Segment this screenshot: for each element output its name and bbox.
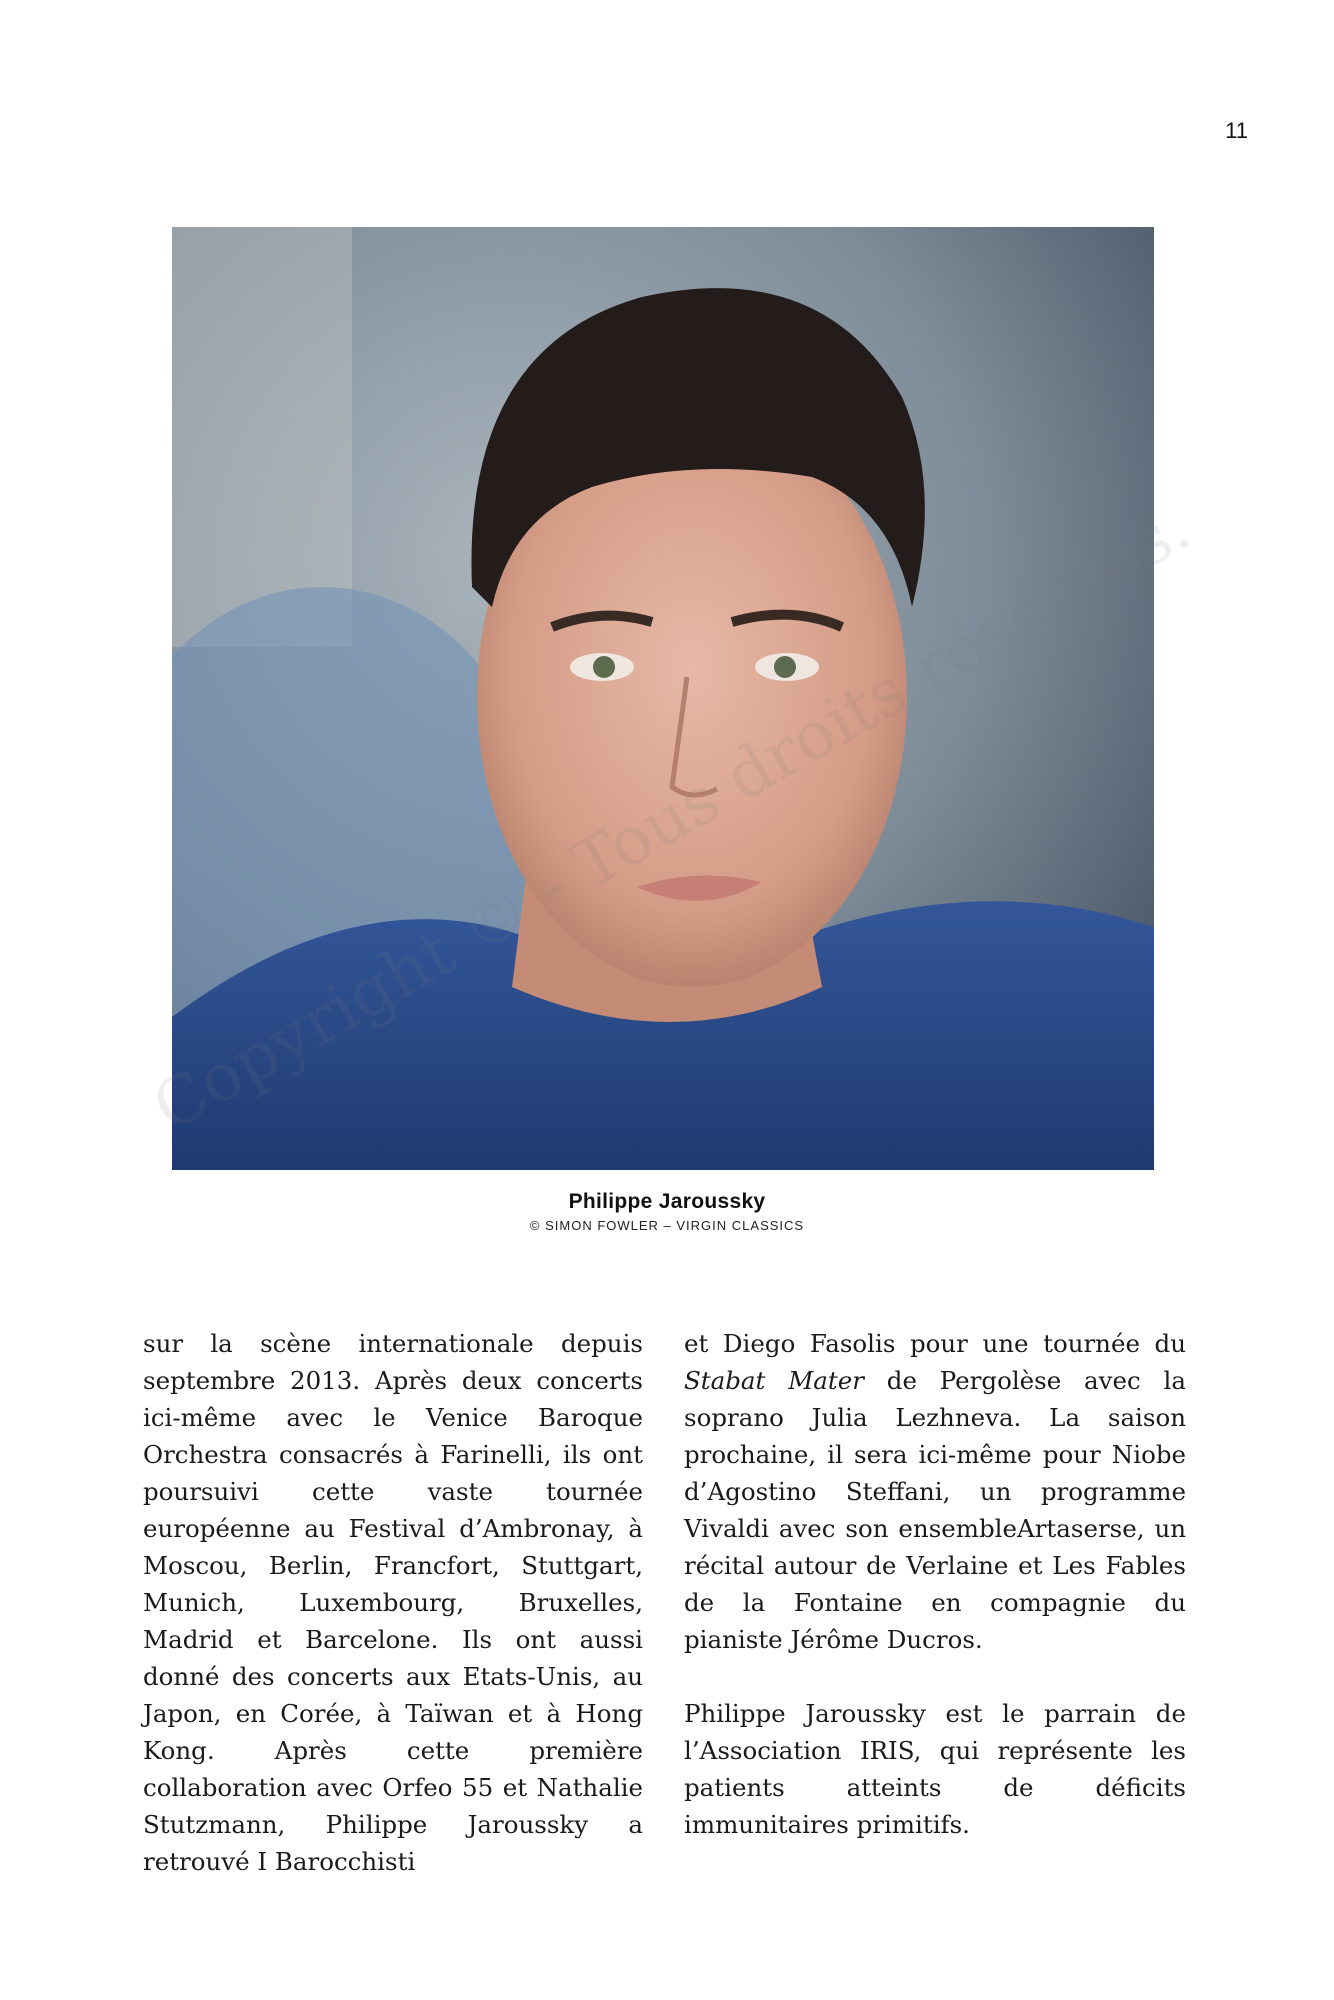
caption-credit: © SIMON FOWLER – VIRGIN CLASSICS: [529, 1218, 805, 1233]
portrait-photo: [172, 227, 1154, 1170]
left-column: [143, 1325, 643, 1917]
page-number: 11: [1225, 118, 1248, 143]
right-column: [684, 1325, 1186, 1880]
right-paragraph-1-start: et Diego Fasolis pour une tournée du: [684, 1329, 1186, 1358]
right-paragraph-2: Philippe Jaroussky est le parrain de l’Association IRIS, qui représente les patients atteints de déficits immunitaires primitifs.: [684, 1699, 1186, 1839]
photo-caption: [0, 1190, 1334, 1233]
portrait-image: [172, 227, 1154, 1170]
left-paragraph: sur la scène internationale depuis septembre 2013. Après deux concerts ici-même avec le Venice Baroque Orchestra consacrés à Farinelli, ils ont poursuivi cette vaste tournée européenne au Festival d’Ambronay, à Moscou, Berlin, Francfort, Stuttgart, Munich, Luxembourg, Bruxelles, Madrid et Barcelone. Ils ont aussi donné des concerts aux Etats-Unis, au Japon, en Corée, à Taïwan et à Hong Kong. Après cette première collaboration avec Orfeo 55 et Nathalie Stutzmann, Philippe Jaroussky a retrouvé I Barocchisti: [143, 1329, 643, 1876]
caption-name: Philippe Jaroussky: [568, 1190, 766, 1213]
stabat-mater-title: Stabat Mater: [684, 1366, 864, 1395]
right-paragraph-1: [684, 1325, 1186, 1658]
right-paragraph-1-end: de Pergolèse avec la soprano Julia Lezhneva. La saison prochaine, il sera ici-même pour Niobe d’Agostino Steffani, un programme Vivaldi avec son ensembleArtaserse, un récital autour de Verlaine et Les Fables de la Fontaine en compagnie du pianiste Jérôme Ducros.: [684, 1366, 1186, 1654]
